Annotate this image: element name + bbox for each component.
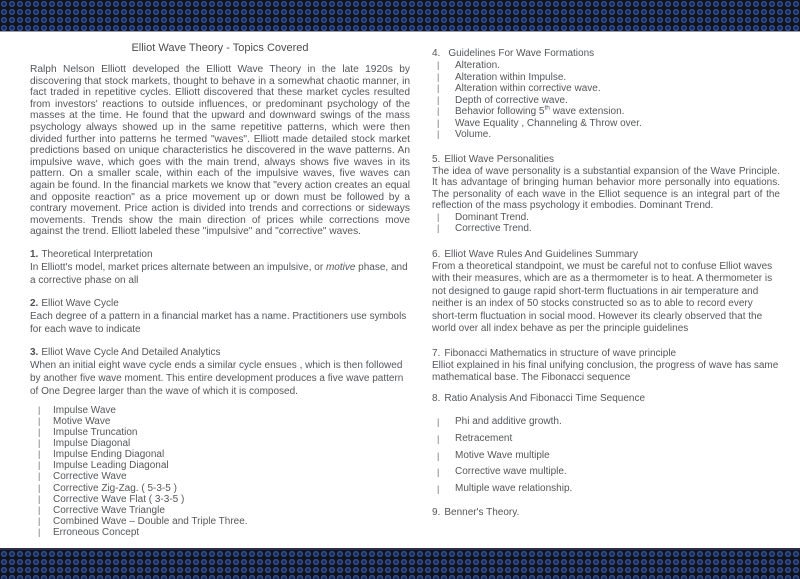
vertical-bar-glyph: | bbox=[437, 211, 440, 222]
list-item-label: Retracement bbox=[455, 433, 513, 445]
list-item-label: Corrective Zig-Zag. ( 5-3-5 ) bbox=[53, 482, 177, 494]
list-item bbox=[432, 95, 780, 107]
list-item-label: Alteration. bbox=[455, 60, 501, 71]
list-item bbox=[432, 431, 780, 448]
bottom-border-dot-pattern bbox=[0, 548, 800, 579]
section-number: 5. bbox=[432, 153, 441, 165]
section-number: 4. bbox=[432, 48, 441, 59]
list-item bbox=[432, 481, 780, 498]
list-item-label: Motive Wave multiple bbox=[455, 449, 550, 461]
section-body: The idea of wave personality is a substantial expansion of the Wave Principle. It has advantage of bringing human behavior more personally into equations. The personality of each wave in the Elliot sequence is an integral part of the reflection of the mass psychology it embodies. Dominant Trend. bbox=[432, 165, 780, 212]
section-body: From a theoretical standpoint, we must be careful not to confuse Elliot waves with their measures, which are as a thermometer is to heat. A thermometer is not designed to gauge rapid short-term fluctuations in air temperature and neither is an index of 50 stocks constructed so as to able to record every short-term fluctuation in social mood. However its clearly observed that the world over all index behave as per the principle guidelines bbox=[432, 260, 773, 335]
italic-word: motive bbox=[325, 261, 356, 273]
page-title: Elliot Wave Theory - Topics Covered bbox=[131, 42, 309, 54]
list-item bbox=[432, 72, 780, 84]
list-item-label: Alteration within corrective wave. bbox=[455, 83, 601, 94]
list-item bbox=[30, 427, 410, 438]
vertical-bar-glyph: | bbox=[38, 515, 41, 526]
ratio-analysis-list bbox=[432, 414, 780, 497]
list-item bbox=[30, 516, 410, 527]
section-body: Each degree of a pattern in a financial market has a name. Practitioners use symbols for each wave to indicate bbox=[30, 310, 407, 335]
section-heading: Elliot Wave Rules And Guidelines Summary bbox=[444, 248, 638, 260]
list-item bbox=[432, 223, 780, 235]
section-heading: Fibonacci Mathematics in structure of wave principle bbox=[444, 347, 677, 359]
section-2-elliot-wave-cycle bbox=[30, 297, 410, 336]
section-3-detailed-analytics bbox=[30, 346, 410, 398]
list-item-label: Dominant Trend. bbox=[455, 211, 529, 223]
section-8-ratio-analysis bbox=[432, 392, 780, 497]
list-item-label: Impulse Wave bbox=[53, 404, 116, 416]
list-item-label: Alteration within Impulse. bbox=[455, 71, 567, 83]
vertical-bar-glyph: | bbox=[38, 526, 41, 537]
list-item-label: Erroneous Concept bbox=[53, 526, 140, 538]
section-heading: Theoretical Interpretation bbox=[41, 248, 153, 260]
section-number: 9. bbox=[432, 507, 441, 519]
list-item-label: Combined Wave – Double and Triple Three. bbox=[53, 515, 248, 527]
vertical-bar-glyph: | bbox=[38, 404, 41, 415]
list-item bbox=[30, 483, 410, 494]
list-item-label: Phi and additive growth. bbox=[455, 416, 562, 428]
vertical-bar-glyph: | bbox=[437, 223, 440, 234]
section-number: 1. bbox=[30, 248, 39, 260]
vertical-bar-glyph: | bbox=[437, 467, 440, 478]
list-item-label: Multiple wave relationship. bbox=[455, 482, 573, 494]
list-item-label: Corrective wave multiple. bbox=[455, 466, 567, 478]
list-item bbox=[432, 212, 780, 224]
list-item bbox=[432, 118, 780, 130]
superscript: th bbox=[544, 104, 550, 112]
list-item bbox=[432, 60, 780, 72]
list-item bbox=[30, 438, 410, 449]
vertical-bar-glyph: | bbox=[437, 83, 440, 93]
vertical-bar-glyph: | bbox=[437, 94, 440, 105]
vertical-bar-glyph: | bbox=[38, 471, 41, 482]
list-item bbox=[30, 405, 410, 416]
list-item bbox=[30, 416, 410, 427]
vertical-bar-glyph: | bbox=[38, 438, 41, 449]
vertical-bar-glyph: | bbox=[437, 71, 440, 82]
section-1-theoretical-interpretation bbox=[30, 248, 410, 287]
section-number: 8. bbox=[432, 393, 441, 405]
list-item-label: Corrective Wave bbox=[53, 471, 127, 483]
list-item-label: Corrective Wave Flat ( 3-3-5 ) bbox=[53, 493, 185, 505]
list-item-label: Impulse Ending Diagonal bbox=[53, 449, 165, 461]
vertical-bar-glyph: | bbox=[38, 427, 41, 438]
list-item bbox=[432, 83, 780, 95]
section-heading: Ratio Analysis And Fibonacci Time Sequence bbox=[444, 393, 646, 405]
section-heading: Benner's Theory. bbox=[444, 507, 520, 519]
section-4-guidelines bbox=[432, 47, 780, 141]
vertical-bar-glyph: | bbox=[38, 449, 41, 460]
list-item-label: Corrective Trend. bbox=[455, 223, 532, 235]
vertical-bar-glyph: | bbox=[437, 483, 440, 494]
list-item-label: Corrective Wave Triangle bbox=[53, 504, 165, 516]
section-7-fibonacci-mathematics bbox=[432, 347, 780, 384]
list-item-label: Impulse Leading Diagonal bbox=[53, 460, 169, 472]
vertical-bar-glyph: | bbox=[437, 117, 440, 128]
list-item-label: Impulse Diagonal bbox=[53, 438, 131, 450]
vertical-bar-glyph: | bbox=[437, 434, 440, 445]
left-column bbox=[30, 31, 410, 538]
section-number: 2. bbox=[30, 297, 39, 309]
vertical-bar-glyph: | bbox=[437, 106, 440, 116]
list-item-label: Impulse Truncation bbox=[53, 427, 138, 439]
section-9-benners-theory bbox=[432, 506, 780, 519]
section-number: 3. bbox=[30, 346, 39, 358]
right-column bbox=[432, 31, 780, 519]
top-border-dot-pattern bbox=[0, 0, 800, 32]
list-item bbox=[432, 448, 780, 465]
list-item bbox=[30, 460, 410, 471]
vertical-bar-glyph: | bbox=[38, 504, 41, 515]
list-item-label: Depth of corrective wave. bbox=[455, 94, 568, 106]
list-item bbox=[432, 106, 780, 118]
list-item bbox=[432, 129, 780, 141]
list-item bbox=[432, 414, 780, 431]
personalities-list bbox=[432, 212, 780, 235]
list-item bbox=[432, 464, 780, 481]
list-item-label: Wave Equality , Channeling & Throw over. bbox=[455, 117, 642, 129]
vertical-bar-glyph: | bbox=[437, 60, 440, 70]
vertical-bar-glyph: | bbox=[38, 460, 41, 471]
vertical-bar-glyph: | bbox=[38, 482, 41, 493]
list-item-label: Volume. bbox=[455, 129, 492, 140]
section-heading: Elliot Wave Cycle And Detailed Analytics bbox=[41, 346, 221, 358]
vertical-bar-glyph: | bbox=[437, 450, 440, 461]
section-6-rules-summary bbox=[432, 248, 780, 336]
vertical-bar-glyph: | bbox=[38, 493, 41, 504]
list-item bbox=[30, 494, 410, 505]
vertical-bar-glyph: | bbox=[437, 417, 440, 428]
vertical-bar-glyph: | bbox=[437, 129, 440, 139]
intro-paragraph: Ralph Nelson Elliott developed the Elliott Wave Theory in the late 1920s by discovering that stock markets, thought to behave in a somewhat chaotic manner, in fact traded in repetitive cycles. Elliott discovered that these market cycles resulted from investors' reactions to outside influences, or predominant psychology of the masses at the time. He found that the upward and downward swings of the mass psychology always showed up in the same repetitive patterns, which were then divided further into patterns he termed "waves". Elliott made detailed stock market predictions based on unique characteristics he discovered in the wave patterns. An impulsive wave, which goes with the main trend, always shows five waves in its pattern. On a smaller scale, within each of the impulsive waves, five waves can again be found. In the financial markets we know that "every action creates an equal and opposite reaction" as a price movement up or down must be followed by a contrary movement. Price action is divided into trends and corrections or sideways movements. Trends show the main direction of prices while corrections move against the trend. Elliott labeled these "impulsive" and "corrective" waves. bbox=[30, 64, 410, 238]
section-heading: Elliot Wave Cycle bbox=[41, 297, 119, 309]
list-item bbox=[30, 527, 410, 538]
section-number: 6. bbox=[432, 248, 441, 260]
section-body: Elliot explained in his final unifying conclusion, the progress of wave has same mathematical base. The Fibonacci sequence bbox=[432, 359, 779, 383]
list-item bbox=[30, 449, 410, 460]
list-item bbox=[30, 471, 410, 482]
section-5-personalities bbox=[432, 153, 780, 235]
list-item bbox=[30, 505, 410, 516]
list-item-label: Behavior following 5th wave extension. bbox=[455, 104, 625, 117]
section-heading: Elliot Wave Personalities bbox=[444, 153, 555, 165]
list-item-label: Motive Wave bbox=[53, 416, 111, 427]
guidelines-list bbox=[432, 60, 780, 141]
section-body: In Elliott's model, market prices alternate between an impulsive, or motive phase, and a corrective phase on all bbox=[30, 261, 408, 286]
section-number: 7. bbox=[432, 347, 441, 359]
vertical-bar-glyph: | bbox=[38, 416, 41, 426]
wave-types-list bbox=[30, 405, 410, 538]
section-heading: Guidelines For Wave Formations bbox=[448, 48, 595, 59]
section-body: When an initial eight wave cycle ends a similar cycle ensues , which is then followed by another five wave moment. This entire development produces a five wave pattern of One Degree larger than the wave of which it is composed. bbox=[30, 359, 404, 397]
